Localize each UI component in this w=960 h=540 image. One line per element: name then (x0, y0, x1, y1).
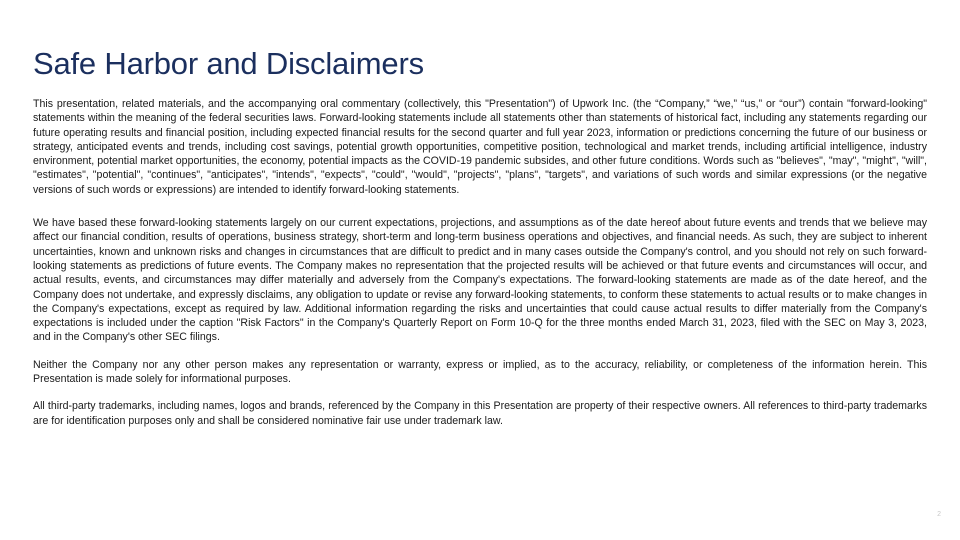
paragraph-forward-looking-statements: This presentation, related materials, and the accompanying oral commentary (collectively, this "Presentation") of Upwork Inc. (the “Company,” “we,” “us,” or “our”) contain "forward-looking" statements within the meaning of the federal securities laws. Forward-looking statements include all statements other than statements of historical fact, including any statements regarding our future operating results and financial position, including expected financial results for the second quarter and full year 2023, information or predictions concerning the future of our business or strategy, anticipated events and trends, including cost savings, potential growth opportunities, competitive position, technological and market trends, including artificial intelligence, industry environment, potential market opportunities, the economy, potential impacts as the COVID-19 pandemic subsides, and other future conditions. Words such as "believes", "may", "might", "will", "estimates", "potential", "continues", "anticipates", "intends", "expects", "could", "would", "projects", "plans", "targets", and variations of such words and similar expressions (or the negative versions of such words or expressions) are intended to identify forward-looking statements. (33, 98, 927, 196)
page-number: 2 (937, 511, 941, 518)
slide-body (33, 97, 927, 440)
paragraph-expectations-basis: We have based these forward-looking statements largely on our current expectations, projections, and assumptions as of the date hereof about future events and trends that we believe may affect our financial condition, results of operations, business strategy, short-term and long-term business operations and objectives, and financial needs. As such, they are subject to inherent uncertainties, known and unknown risks and changes in circumstances that are difficult to predict and in many cases outside the Company's control, and you should not rely on such forward-looking statements as predictions of future events. The Company makes no representation that the projected results will be achieved or that future events and circumstances will occur, and actual results, events, and circumstances may differ materially and adversely from the Company's expectations. The forward-looking statements are made as of the date hereof, and the Company does not undertake, and expressly disclaims, any obligation to update or revise any forward-looking statements, to conform these statements to actual results or to make changes in the Company's expectations, except as required by law. Additional information regarding the risks and uncertainties that could cause actual results to differ materially from the Company's expectations is included under the caption "Risk Factors" in the Company's Quarterly Report on Form 10-Q for the three months ended March 31, 2023, filed with the SEC on May 3, 2023, and in the Company's other SEC filings. (33, 217, 927, 344)
paragraph-no-representation: Neither the Company nor any other person makes any representation or warranty, express or implied, as to the accuracy, reliability, or completeness of the information herein. This Presentation is made solely for informational purposes. (33, 358, 927, 386)
paragraph-trademarks: All third-party trademarks, including names, logos and brands, referenced by the Company in this Presentation are property of their respective owners. All references to third-party trademarks are for identification purposes only and shall be considered nominative fair use under trademark law. (33, 400, 927, 427)
slide-title: Safe Harbor and Disclaimers (33, 46, 424, 81)
